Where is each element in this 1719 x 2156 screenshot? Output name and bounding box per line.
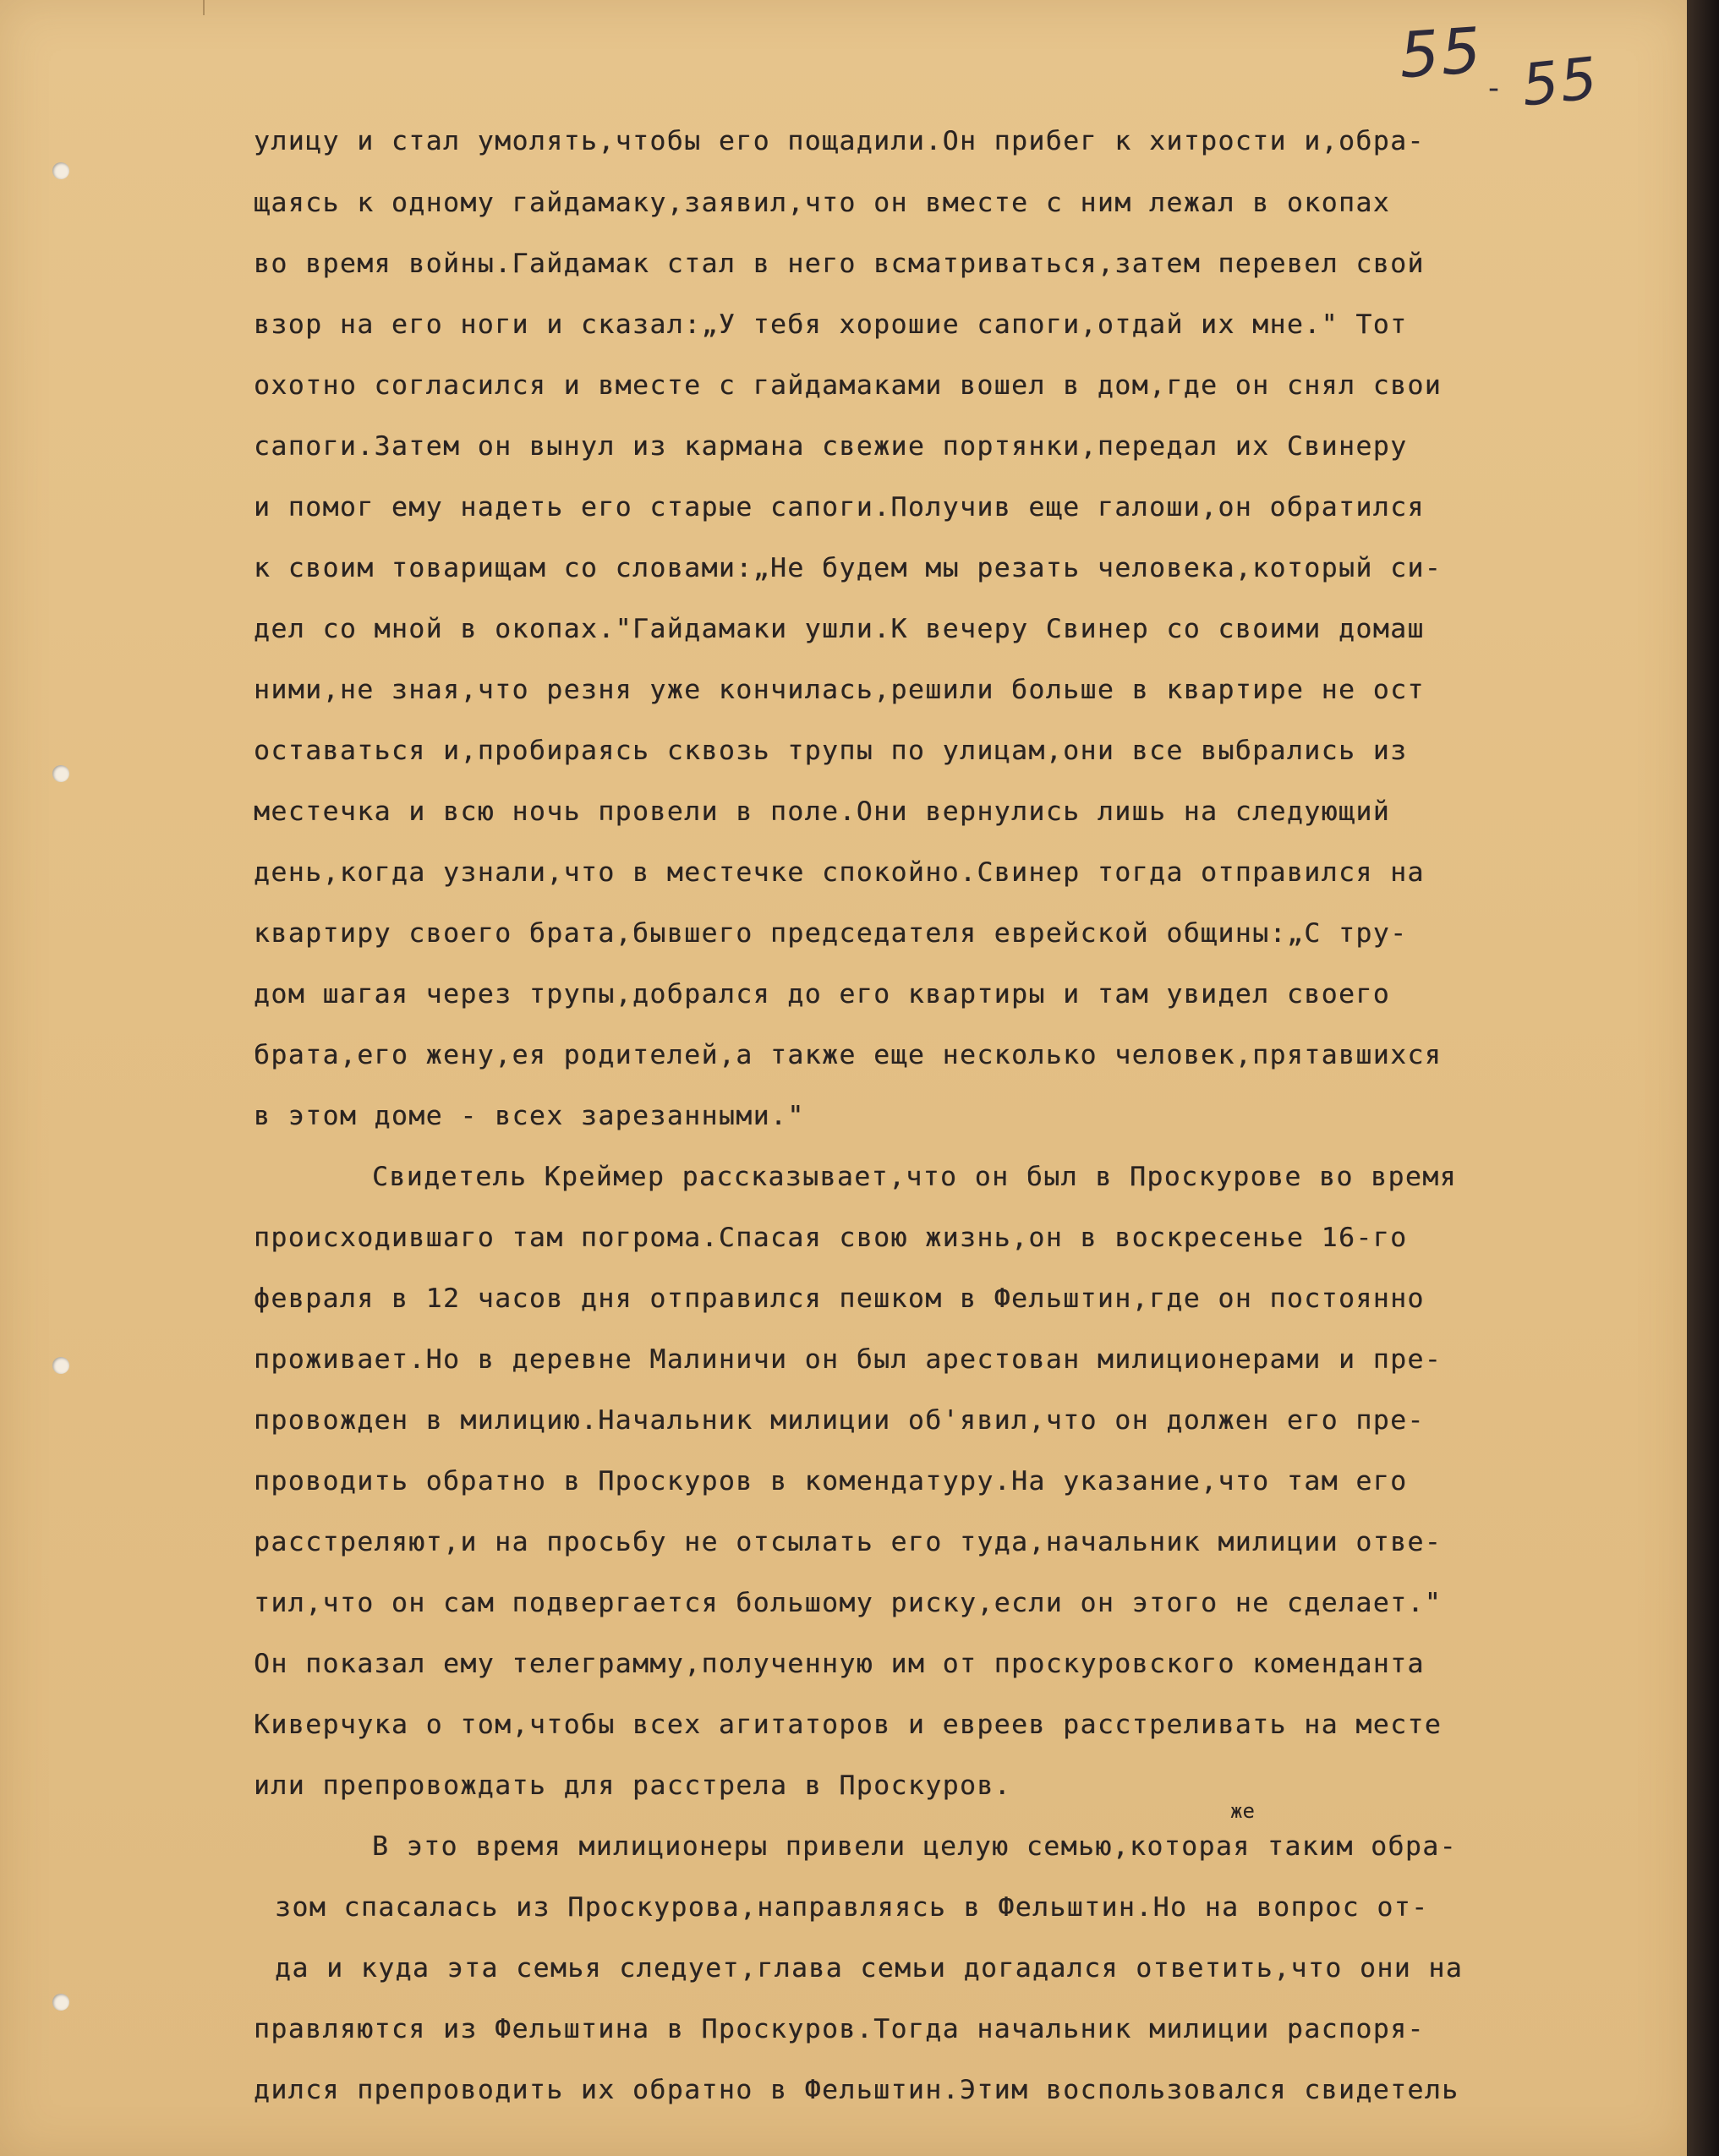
text-line: во время войны.Гайдамак стал в него всматриваться,затем перевел свой bbox=[254, 249, 1425, 279]
page-number-separator: - bbox=[1488, 71, 1499, 106]
text-line: происходившаго там погрома.Спасая свою жизнь,он в воскресенье 16-го bbox=[254, 1223, 1408, 1253]
text-line: дился препроводить их обратно в Фельштин.Этим воспользовался свидетель bbox=[254, 2075, 1459, 2105]
paper-crease bbox=[203, 0, 205, 15]
text-line: сапоги.Затем он вынул из кармана свежие портянки,передал их Свинеру bbox=[254, 431, 1408, 462]
text-line: февраля в 12 часов дня отправился пешком в Фельштин,где он постоянно bbox=[254, 1283, 1425, 1314]
text-line: Киверчука о том,чтобы всех агитаторов и евреев расстреливать на месте bbox=[254, 1710, 1443, 1740]
punch-hole-lower bbox=[52, 1357, 69, 1374]
text-line: В это время милиционеры привели целую семью,которая таким обра- bbox=[372, 1831, 1457, 1862]
text-line: к своим товарищам со словами:„Не будем мы резать человека,который си- bbox=[254, 553, 1443, 583]
text-line: ними,не зная,что резня уже кончилась,решили больше в квартире не ост bbox=[254, 675, 1425, 705]
text-line: тил,что он сам подвергается большому риску,если он этого не сделает." bbox=[254, 1588, 1443, 1618]
text-line: квартиру своего брата,бывшего председателя еврейской общины:„С тру- bbox=[254, 918, 1408, 949]
text-line: правляются из Фельштина в Проскуров.Тогда начальник милиции распоря- bbox=[254, 2014, 1425, 2044]
punch-hole-bottom bbox=[52, 1994, 69, 2011]
punch-hole-top bbox=[52, 162, 69, 179]
scan-edge-shadow bbox=[1687, 0, 1719, 2156]
text-line: зом спасалась из Проскурова,направляясь в Фельштин.Но на вопрос от- bbox=[275, 1892, 1429, 1923]
punch-hole-upper bbox=[52, 765, 69, 782]
text-line: проживает.Но в деревне Малиничи он был арестован милиционерами и пре- bbox=[254, 1344, 1443, 1375]
page-number-new: 55 bbox=[1519, 45, 1602, 120]
text-line: и помог ему надеть его старые сапоги.Получив еще галоши,он обратился bbox=[254, 492, 1425, 523]
text-line: местечка и всю ночь провели в поле.Они вернулись лишь на следующий bbox=[254, 796, 1391, 827]
text-line: Он показал ему телеграмму,полученную им от проскуровского коменданта bbox=[254, 1649, 1425, 1679]
typed-insertion: же bbox=[1230, 1799, 1255, 1823]
text-line: улицу и стал умолять,чтобы его пощадили.Он прибег к хитрости и,обра- bbox=[254, 126, 1425, 156]
text-line: щаясь к одному гайдамаку,заявил,что он вместе с ним лежал в окопах bbox=[254, 188, 1391, 218]
text-line: дел со мной в окопах."Гайдамаки ушли.К вечеру Свинер со своими домаш bbox=[254, 614, 1425, 644]
text-line: провожден в милицию.Начальник милиции об'явил,что он должен его пре- bbox=[254, 1405, 1425, 1436]
text-line: в этом доме - всех зарезанными." bbox=[254, 1101, 805, 1131]
text-line: оставаться и,пробираясь сквозь трупы по улицам,они все выбрались из bbox=[254, 736, 1408, 766]
page-number-old: 55 bbox=[1397, 14, 1486, 93]
text-line: расстреляют,и на просьбу не отсылать его туда,начальник милиции отве- bbox=[254, 1527, 1443, 1557]
text-line: дом шагая через трупы,добрался до его квартиры и там увидел своего bbox=[254, 979, 1391, 1010]
text-line: Свидетель Креймер рассказывает,что он был в Проскурове во время bbox=[372, 1162, 1457, 1192]
text-line: день,когда узнали,что в местечке спокойно.Свинер тогда отправился на bbox=[254, 857, 1425, 888]
text-line: или препровождать для расстрела в Проскуров. bbox=[254, 1770, 1012, 1801]
text-line: брата,его жену,ея родителей,а также еще несколько человек,прятавшихся bbox=[254, 1040, 1443, 1070]
text-line: да и куда эта семья следует,глава семьи догадался ответить,что они на bbox=[275, 1953, 1464, 1984]
text-line: охотно согласился и вместе с гайдамаками вошел в дом,где он снял свои bbox=[254, 370, 1443, 401]
text-line: взор на его ноги и сказал:„У тебя хорошие сапоги,отдай их мне." Тот bbox=[254, 309, 1408, 340]
text-line: проводить обратно в Проскуров в комендатуру.На указание,что там его bbox=[254, 1466, 1408, 1497]
